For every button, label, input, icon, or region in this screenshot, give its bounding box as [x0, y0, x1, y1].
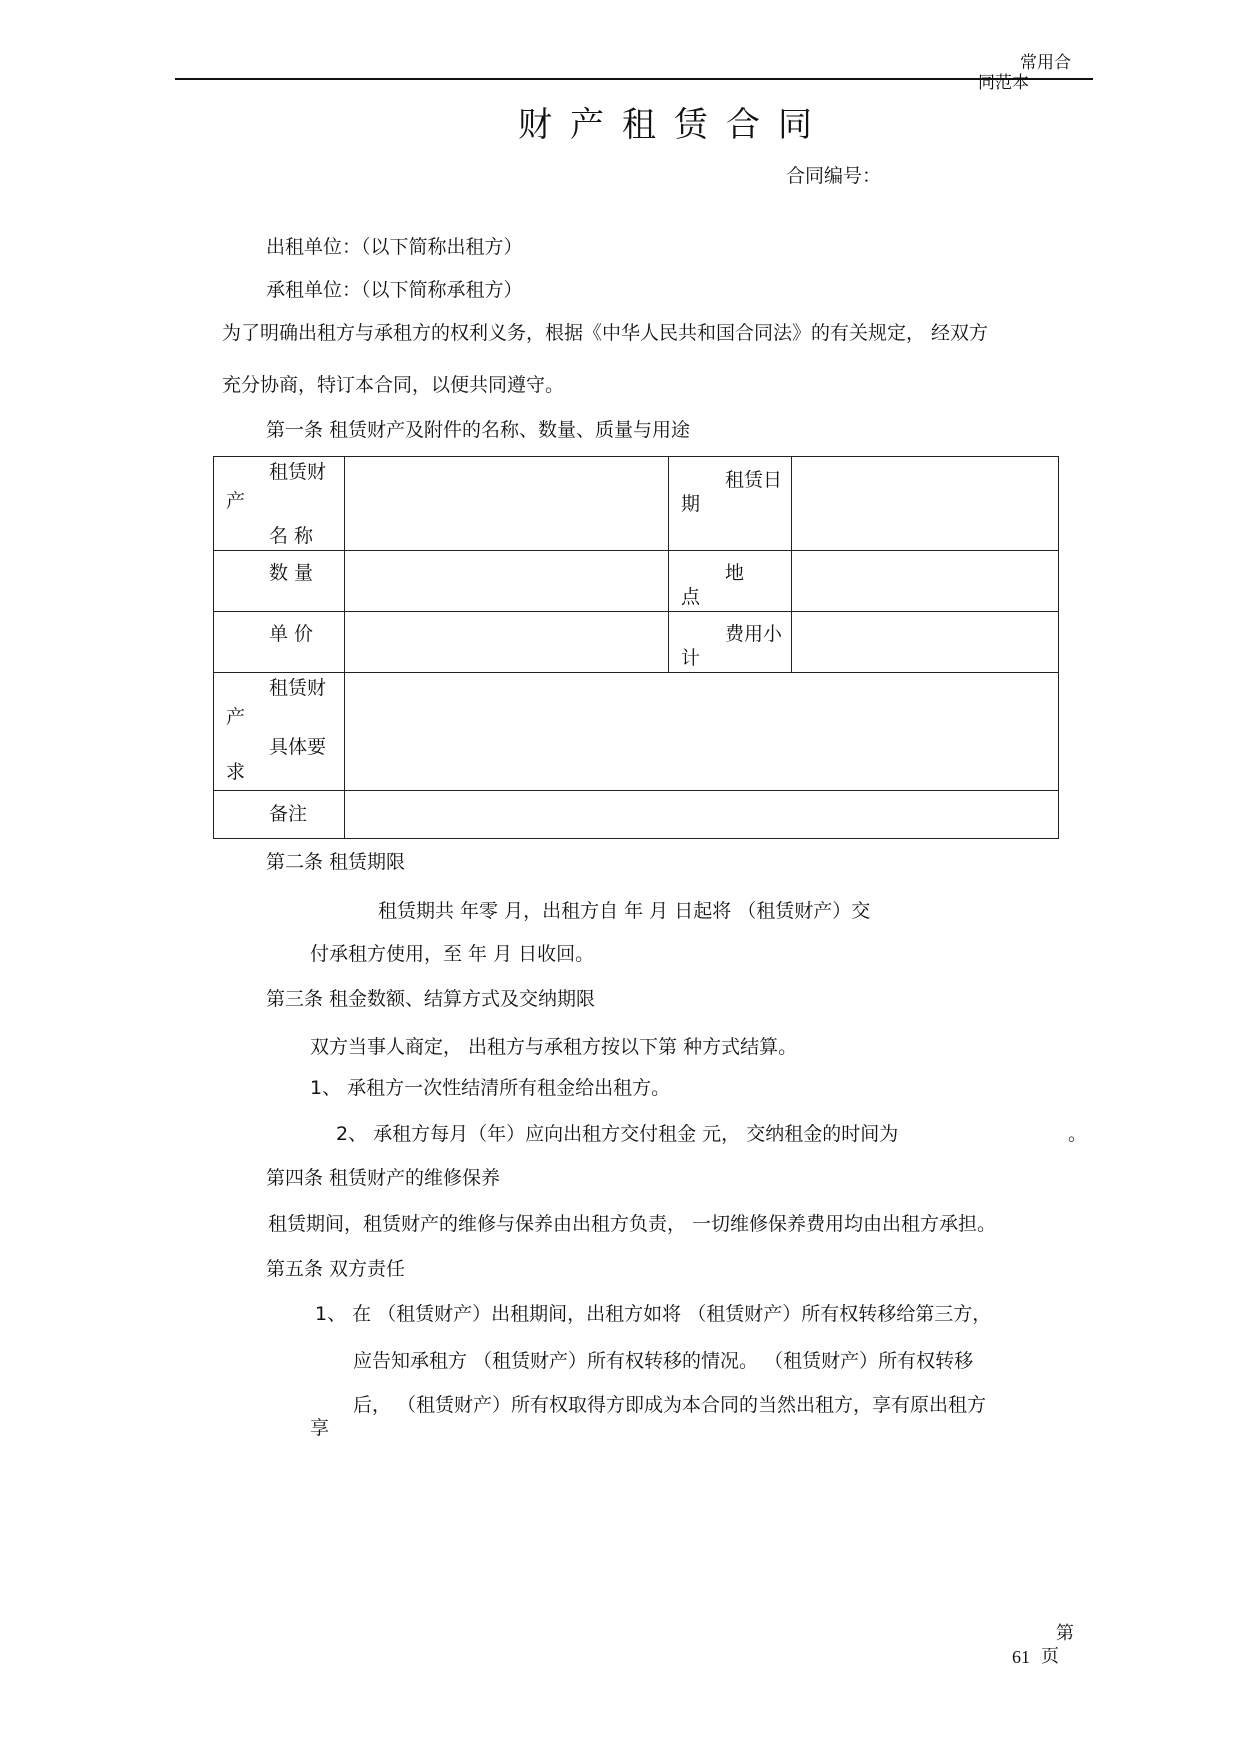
article3-item-2-end: 。	[1068, 1123, 1088, 1145]
contract-number-label: 合同编号：	[786, 165, 882, 187]
article5-item1-line-2: 应告知承租方 （租赁财产）所有权转移的情况。 （租赁财产）所有权转移	[353, 1350, 974, 1372]
page-number-suffix: 页	[1041, 1646, 1059, 1667]
article5-heading: 第五条 双方责任	[266, 1258, 406, 1280]
location-label-b: 点	[681, 586, 701, 608]
unit-price-label-cell	[214, 612, 345, 673]
article2-line-2: 付承租方使用，至 年 月 日收回。	[310, 943, 595, 965]
lease-date-value[interactable]	[792, 457, 1059, 551]
property-name-label-b: 产	[226, 490, 246, 512]
article2-heading: 第二条 租赁期限	[266, 851, 406, 873]
requirements-label-b: 产	[226, 706, 246, 728]
article5-item1-line-1: 1、 在 （租赁财产）出租期间，出租方如将 （租赁财产）所有权转移给第三方，	[315, 1303, 992, 1325]
article4-line-1: 租赁期间，租赁财产的维修与保养由出租方负责， 一切维修保养费用均由出租方承担。	[268, 1213, 997, 1235]
property-name-label-a: 租赁财	[269, 461, 327, 483]
article5-item1-line-3: 后， （租赁财产）所有权取得方即成为本合同的当然出租方，享有原出租方	[353, 1394, 987, 1416]
property-name-value[interactable]	[345, 457, 669, 551]
header-rule	[175, 78, 1093, 80]
article1-heading: 第一条 租赁财产及附件的名称、数量、质量与用途	[266, 419, 691, 441]
header-label-line1: 常用合	[1020, 53, 1071, 73]
article3-item-1: 1、 承租方一次性结清所有租金给出租方。	[310, 1077, 671, 1099]
article3-line-1: 双方当事人商定， 出租方与承租方按以下第 种方式结算。	[310, 1036, 798, 1058]
remark-label: 备注	[269, 803, 308, 825]
unit-price-label: 单 价	[269, 623, 314, 645]
article3-heading: 第三条 租金数额、结算方式及交纳期限	[266, 988, 596, 1010]
location-label-a: 地	[725, 562, 745, 584]
unit-price-value[interactable]	[345, 612, 669, 673]
article4-heading: 第四条 租赁财产的维修保养	[266, 1167, 501, 1189]
article5-item1-line-4: 享	[310, 1417, 330, 1439]
requirements-label-a: 租赁财	[269, 677, 327, 699]
lease-date-label-cell	[669, 457, 792, 551]
property-name-label-cell	[214, 457, 345, 551]
remark-value[interactable]	[345, 791, 1059, 839]
requirements-value[interactable]	[345, 673, 1059, 791]
fee-subtotal-label-a: 费用小	[725, 623, 783, 645]
lease-date-label-b: 期	[681, 493, 701, 515]
page-number: 61	[1012, 1647, 1030, 1667]
intro-line-2: 充分协商，特订本合同，以便共同遵守。	[222, 374, 565, 396]
article3-item-2: 2、 承租方每月（年）应向出租方交付租金 元， 交纳租金的时间为	[336, 1123, 899, 1145]
fee-subtotal-label-cell	[669, 612, 792, 673]
quantity-label: 数 量	[269, 562, 314, 584]
page-number-prefix: 第	[1056, 1623, 1074, 1644]
fee-subtotal-value[interactable]	[792, 612, 1059, 673]
header-label-line2: 同范本	[978, 73, 1029, 93]
requirements-label-d: 求	[226, 761, 246, 783]
fee-subtotal-label-b: 计	[681, 647, 701, 669]
lease-date-label-a: 租赁日	[725, 469, 783, 491]
requirements-label-cell	[214, 673, 345, 791]
quantity-label-cell	[214, 551, 345, 612]
lessor-line: 出租单位：（以下简称出租方）	[266, 236, 523, 258]
location-value[interactable]	[792, 551, 1059, 612]
property-name-label-c: 名 称	[269, 525, 314, 547]
property-table	[213, 456, 1059, 839]
lessee-line: 承租单位：（以下简称承租方）	[266, 279, 523, 301]
article2-line-1: 租赁期共 年零 月，出租方自 年 月 日起将 （租赁财产）交	[378, 900, 871, 922]
remark-label-cell	[214, 791, 345, 839]
location-label-cell	[669, 551, 792, 612]
quantity-value[interactable]	[345, 551, 669, 612]
requirements-label-c: 具体要	[269, 736, 327, 758]
page-title: 财产租赁合同	[518, 105, 830, 145]
intro-line-1: 为了明确出租方与承租方的权利义务，根据《中华人民共和国合同法》的有关规定， 经双方	[222, 322, 989, 344]
